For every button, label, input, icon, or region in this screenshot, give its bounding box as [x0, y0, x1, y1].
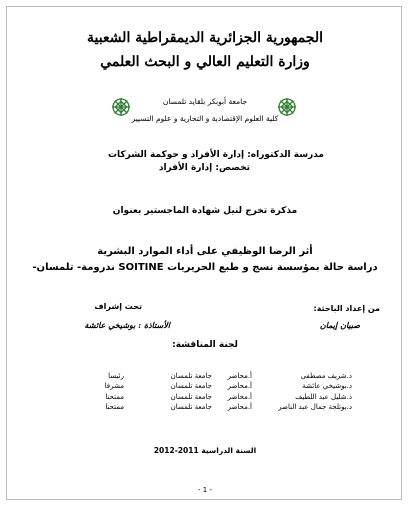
- author-name: صبيان إيمان: [319, 320, 360, 330]
- jury-member-role: ممتحنا: [105, 392, 124, 401]
- author-label: من إعداد الباحثة:: [313, 304, 380, 313]
- page-number: - 1 -: [198, 486, 212, 494]
- jury-member-university: جامعة تلمسان: [170, 392, 212, 401]
- jury-member-role: ممتحنا: [105, 403, 124, 412]
- jury-member-name: د.بوشيخي عائشة: [302, 382, 352, 391]
- jury-member-rank: أ.محاضر: [227, 403, 252, 412]
- jury-member-university: جامعة تلمسان: [170, 372, 212, 380]
- specialty: تخصص: إدارة الأفراد: [158, 163, 250, 173]
- republic-title: الجمهورية الجزائرية الديمقراطية الشعبية: [86, 30, 323, 46]
- thesis-subtitle: دراسة حالة بمؤسسة نسج و طبع الحريريات SOITINE ندرومة- تلمسان-: [32, 262, 378, 273]
- jury-member-rank: أ.محاضر: [227, 372, 252, 380]
- supervisor-name: الأستاذة : بوشيخي عائشة: [84, 320, 170, 330]
- academic-year: السنة الدراسية 2011-2012: [153, 446, 257, 455]
- doctoral-school: مدرسة الدكتوراه: إدارة الأفراد و حوكمة الشركات: [107, 150, 324, 160]
- memo-heading: مذكرة تخرج لنيل شهادة الماجستير بعنوان: [112, 206, 298, 216]
- jury-member-name: د.بوتلجة جمال عبد الناصر: [278, 403, 352, 412]
- supervisor-label: تحت إشراف: [94, 302, 142, 311]
- table-row: [72, 403, 352, 413]
- thesis-title: أثر الرضا الوظيفي على أداء الموارد البشرية: [97, 246, 313, 257]
- table-row: [72, 382, 352, 392]
- jury-member-name: د.شليل عبد اللطيف: [295, 392, 352, 401]
- jury-member-university: جامعة تلمسان: [170, 403, 212, 412]
- jury-member-university: جامعة تلمسان: [170, 382, 212, 391]
- jury-member-rank: أ.محاضر: [227, 392, 252, 401]
- jury-member-role: رئيسا: [108, 372, 124, 380]
- ministry-title: وزارة التعليم العالي و البحث العلمي: [100, 54, 310, 70]
- faculty-name: كلية العلوم الإقتصادية و التجارية و علوم التسيير: [131, 114, 279, 123]
- table-row: [72, 393, 352, 403]
- jury-title: لجنة المناقشة:: [172, 340, 238, 350]
- university-name: جامعة أبوبكر بلقايد تلمسان: [162, 97, 248, 106]
- jury-member-name: د.شريف مصطفى: [300, 372, 352, 380]
- jury-member-role: مشرفا: [104, 382, 124, 391]
- jury-table: [72, 372, 352, 414]
- table-row: [72, 372, 352, 382]
- jury-member-rank: أ.محاضر: [227, 382, 252, 391]
